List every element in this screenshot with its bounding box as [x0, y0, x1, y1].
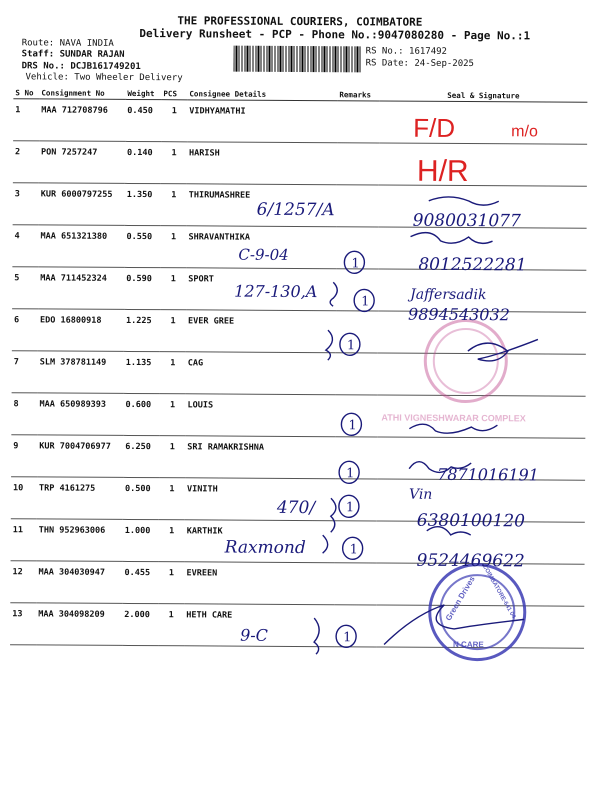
- phone-note-10: 6380100120: [416, 510, 526, 532]
- row-consignee: KARTHIK: [185, 520, 335, 563]
- row-remarks: [335, 395, 377, 437]
- row-remarks: [336, 311, 378, 353]
- row-sno: 1: [13, 99, 39, 141]
- vehicle-label: Vehicle: Two Wheeler Delivery: [25, 72, 183, 84]
- row-consignee: VIDHYAMATHI: [187, 100, 337, 143]
- row-consignment-no: TRP 4161275: [37, 477, 123, 520]
- table-row: [13, 99, 587, 145]
- row-pcs: 1: [159, 436, 185, 478]
- remark-mark-text: 1: [346, 466, 355, 482]
- stamp-ring-text: Green Drives: [443, 574, 477, 623]
- row-pcs: 1: [160, 226, 186, 268]
- route-label: Route: NAVA INDIA: [21, 38, 114, 49]
- row-weight: 0.450: [125, 99, 161, 141]
- fd-handwriting: F/D: [413, 112, 456, 143]
- signer-name-5: Jaffersadik: [410, 286, 487, 304]
- row-weight: 1.000: [123, 519, 159, 561]
- remark-mark-text: 1: [361, 294, 370, 310]
- row-seal-signature: [379, 143, 587, 186]
- row-weight: 0.600: [123, 393, 159, 435]
- row-consignee: SPORT: [186, 268, 336, 311]
- col-consignment: Consignment No: [39, 86, 125, 99]
- row-weight: 1.225: [124, 309, 160, 351]
- row-pcs: 1: [160, 352, 186, 394]
- col-weight: Weight: [125, 87, 161, 100]
- phone-note-4: 8012522281: [418, 254, 527, 276]
- row-consignee: HETH CARE: [184, 604, 334, 647]
- health-care-stamp: [428, 563, 527, 662]
- remark-mark-text: 1: [345, 500, 355, 516]
- row-consignment-no: MAA 711452324: [38, 267, 124, 310]
- address-note-3: 6/1257/A: [256, 199, 335, 221]
- row-remarks: [336, 269, 378, 311]
- row-sno: 10: [11, 477, 37, 519]
- runsheet-subtitle: Delivery Runsheet - PCP - Phone No.:9047080280 - Page No.:1: [139, 27, 531, 43]
- row-consignment-no: PON 7257247: [39, 141, 125, 184]
- phone-note-3: 9080031077: [412, 210, 521, 232]
- col-remarks: Remarks: [337, 88, 379, 101]
- row-remarks: [334, 605, 376, 647]
- remark-mark-text: 1: [348, 418, 357, 434]
- row-weight: 0.550: [124, 225, 160, 267]
- row-remarks: [337, 185, 379, 227]
- col-consignee: Consignee Details: [187, 87, 337, 100]
- row-consignment-no: KUR 7004706977: [37, 435, 123, 478]
- remark-mark-text: 1: [346, 338, 356, 354]
- address-note-5: 127-130,A: [234, 281, 318, 302]
- row-sno: 3: [13, 183, 39, 225]
- row-remarks: [334, 563, 376, 605]
- drs-number: DRS No.: DCJB161749201: [21, 61, 141, 73]
- phone-note-9: 7871016191: [437, 464, 539, 485]
- address-note-13: 9-C: [240, 625, 269, 645]
- row-pcs: 1: [158, 562, 184, 604]
- row-sno: 11: [11, 519, 37, 561]
- row-sno: 9: [11, 435, 37, 477]
- phone-note-11: 9524469622: [416, 550, 525, 572]
- company-title: THE PROFESSIONAL COURIERS, COIMBATORE: [177, 14, 423, 29]
- row-pcs: 1: [161, 184, 187, 226]
- rs-number: RS No.: 1617492: [365, 46, 447, 57]
- row-sno: 4: [12, 225, 38, 267]
- row-pcs: 1: [159, 394, 185, 436]
- row-pcs: 1: [160, 310, 186, 352]
- row-weight: 2.000: [122, 603, 158, 645]
- address-note-10: 470/: [276, 497, 316, 519]
- address-note-11: Raxmond: [224, 537, 306, 559]
- table-row: [13, 141, 587, 187]
- row-consignment-no: MAA 304030947: [36, 561, 122, 604]
- col-pcs: PCS: [161, 87, 187, 100]
- row-consignee: SHRAVANTHIKA: [186, 226, 336, 269]
- row-pcs: 1: [159, 520, 185, 562]
- row-sno: 5: [12, 267, 38, 309]
- remark-mark-text: 1: [343, 630, 352, 646]
- row-pcs: 1: [161, 100, 187, 142]
- row-consignment-no: THN 952963006: [37, 519, 123, 562]
- row-consignment-no: MAA 651321380: [38, 225, 124, 268]
- signer-name-10: Vin: [408, 486, 433, 503]
- company-seal-stamp: [424, 319, 509, 404]
- stamp-side-text: COIMBATORE-641 04: [480, 563, 517, 620]
- row-pcs: 1: [159, 478, 185, 520]
- seal-stamp-text: ATHI VIGNESHWARAR COMPLEX: [381, 412, 526, 424]
- row-weight: 6.250: [123, 435, 159, 477]
- row-consignment-no: MAA 650989393: [37, 393, 123, 436]
- col-seal: Seal & Signature: [379, 88, 587, 102]
- row-consignee: CAG: [186, 352, 336, 395]
- mo-handwriting: m/o: [511, 123, 538, 141]
- row-pcs: 1: [161, 142, 187, 184]
- row-sno: 6: [12, 309, 38, 351]
- row-remarks: [336, 353, 378, 395]
- remark-mark-text: 1: [349, 542, 358, 558]
- row-seal-signature: [379, 101, 587, 144]
- row-weight: 1.350: [125, 183, 161, 225]
- row-weight: 0.590: [124, 267, 160, 309]
- row-consignee: THIRUMASHREE: [187, 184, 337, 227]
- row-remarks: [335, 437, 377, 482]
- row-consignee: SRI RAMAKRISHNA: [185, 436, 335, 479]
- row-sno: 7: [12, 351, 38, 393]
- row-consignee: VINITH: [185, 478, 335, 521]
- row-consignment-no: MAA 712708796: [39, 99, 125, 142]
- row-sno: 2: [13, 141, 39, 183]
- barcode: [234, 46, 362, 73]
- row-remarks: [336, 227, 378, 272]
- col-sno: S No: [13, 86, 39, 99]
- row-sno: 13: [10, 603, 36, 645]
- address-note-4: C-9-04: [238, 245, 289, 264]
- stamp-bottom-text: N CARE: [453, 639, 484, 650]
- staff-label: Staff: SUNDAR RAJAN: [21, 49, 125, 60]
- row-sno: 8: [11, 393, 37, 435]
- phone-note-5: 9894543032: [408, 304, 510, 325]
- row-weight: 0.455: [122, 561, 158, 603]
- remark-mark-text: 1: [351, 256, 360, 272]
- row-consignment-no: MAA 304098209: [36, 603, 122, 646]
- row-pcs: 1: [160, 268, 186, 310]
- row-sno: 12: [10, 561, 36, 603]
- row-consignment-no: KUR 6000797255: [39, 183, 125, 226]
- row-consignee: HARISH: [187, 142, 337, 185]
- row-remarks: [337, 101, 379, 143]
- row-weight: 1.135: [124, 351, 160, 393]
- row-remarks: [337, 143, 379, 185]
- row-remarks: [335, 479, 377, 521]
- hr-handwriting: H/R: [416, 154, 469, 189]
- row-consignee: LOUIS: [185, 394, 335, 437]
- row-consignment-no: SLM 378781149: [38, 351, 124, 394]
- row-weight: 0.140: [125, 141, 161, 183]
- row-consignment-no: EDO 16800918: [38, 309, 124, 352]
- row-consignee: EVREEN: [184, 562, 334, 605]
- row-remarks: [335, 521, 377, 563]
- rs-date: RS Date: 24-Sep-2025: [365, 58, 475, 70]
- row-weight: 0.500: [123, 477, 159, 519]
- row-pcs: 1: [158, 604, 184, 646]
- row-consignee: EVER GREE: [186, 310, 336, 353]
